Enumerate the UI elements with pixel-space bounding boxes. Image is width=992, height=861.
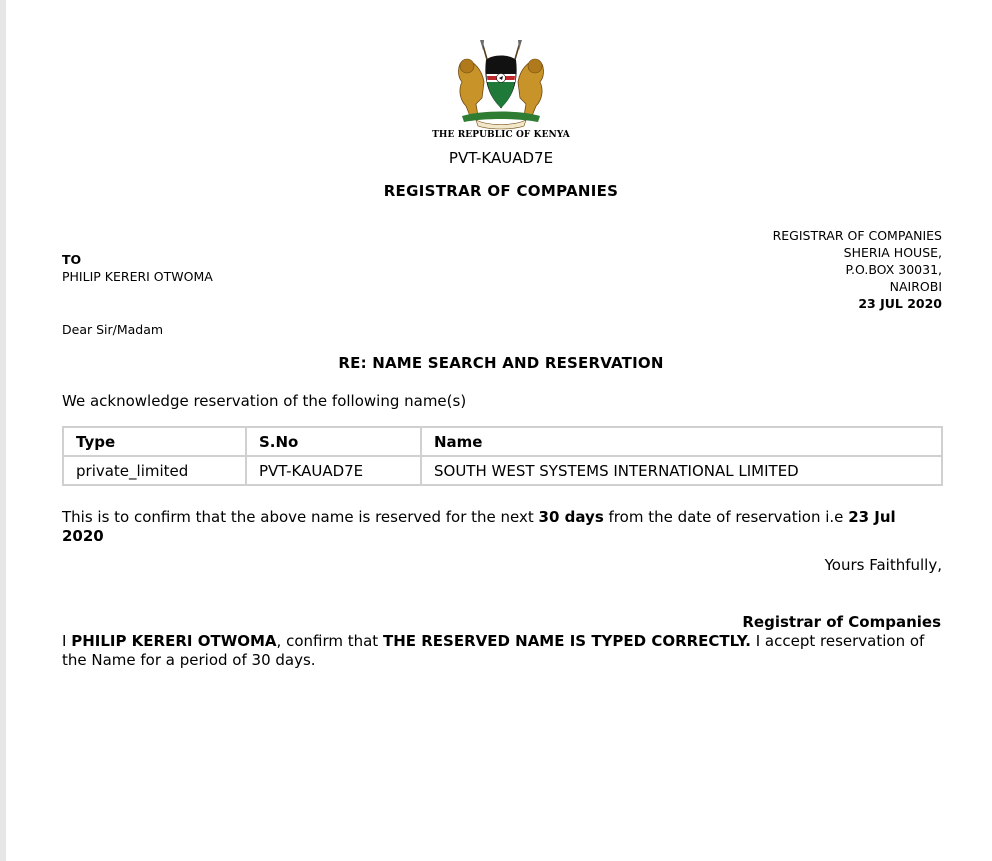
- cell-name: SOUTH WEST SYSTEMS INTERNATIONAL LIMITED: [421, 456, 942, 485]
- table-header-row: [63, 427, 942, 456]
- acceptance-text: I: [62, 632, 72, 650]
- table-row: [63, 456, 942, 485]
- acceptance-emphasis: THE RESERVED NAME IS TYPED CORRECTLY.: [382, 632, 751, 650]
- cell-type: private_limited: [63, 456, 246, 485]
- acceptance-paragraph: [62, 632, 942, 670]
- sender-address-line: NAIROBI: [889, 279, 942, 294]
- letter-heading: REGISTRAR OF COMPANIES: [383, 182, 619, 200]
- cell-sno: PVT-KAUAD7E: [246, 456, 421, 485]
- subject-line: RE: NAME SEARCH AND RESERVATION: [338, 354, 664, 372]
- acceptance-text: , confirm that: [276, 632, 383, 650]
- sender-address-line: SHERIA HOUSE,: [843, 245, 942, 260]
- reference-number: PVT-KAUAD7E: [448, 149, 554, 167]
- confirmation-paragraph: [62, 508, 942, 546]
- closing-line: Yours Faithfully,: [824, 556, 942, 574]
- acceptance-text: I accept reservation of the Name for a period of 30 days.: [62, 632, 925, 669]
- kenya-coat-of-arms-icon: [452, 38, 550, 130]
- reservation-date: 23 Jul 2020: [62, 508, 896, 545]
- recipient-block: [62, 251, 213, 285]
- confirmation-text: from the date of reservation i.e: [603, 508, 849, 526]
- reservation-period: 30 days: [538, 508, 604, 526]
- sender-address-line: P.O.BOX 30031,: [845, 262, 942, 277]
- emblem-caption: THE REPUBLIC OF KENYA: [432, 130, 570, 140]
- salutation: Dear Sir/Madam: [62, 322, 164, 337]
- acceptance-name: PHILIP KERERI OTWOMA: [71, 632, 277, 650]
- recipient-name: PHILIP KERERI OTWOMA: [62, 269, 213, 284]
- letter-date: 23 JUL 2020: [858, 296, 942, 311]
- sender-address-line: REGISTRAR OF COMPANIES: [772, 228, 942, 243]
- reserved-names-table: [62, 426, 943, 486]
- column-header-type: Type: [63, 427, 246, 456]
- sender-address: [773, 227, 942, 312]
- column-header-name: Name: [421, 427, 942, 456]
- column-header-sno: S.No: [246, 427, 421, 456]
- confirmation-text: This is to confirm that the above name is reserved for the next: [62, 508, 539, 526]
- intro-paragraph: We acknowledge reservation of the following name(s): [62, 392, 467, 410]
- signature-line: Registrar of Companies: [742, 613, 941, 631]
- page-left-margin: [0, 0, 6, 861]
- recipient-label: TO: [62, 252, 82, 267]
